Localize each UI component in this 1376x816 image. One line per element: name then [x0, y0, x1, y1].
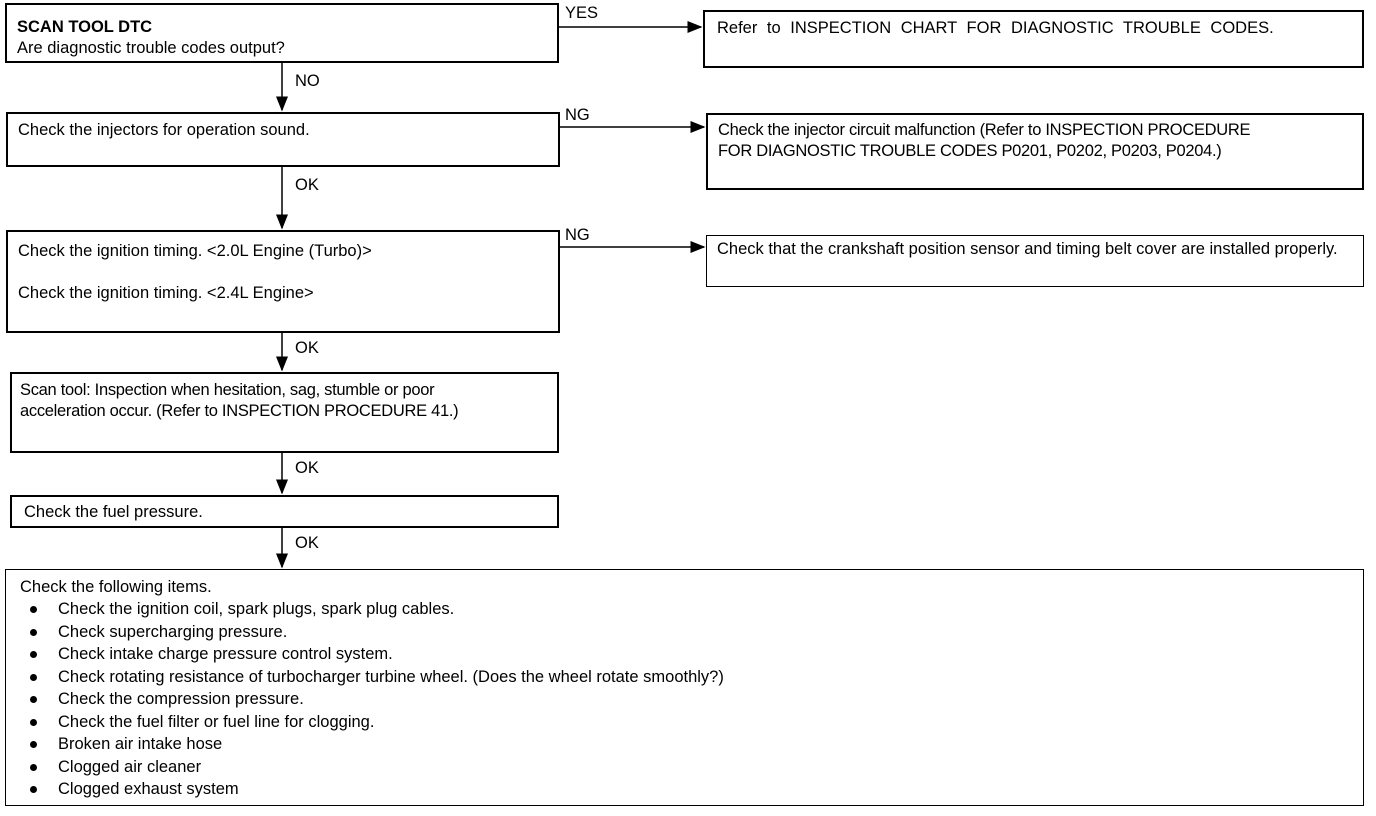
- final-check-list: [5, 569, 1364, 806]
- result-crankshaft-sensor: [706, 235, 1364, 287]
- label-ok: OK: [295, 459, 319, 477]
- result-text: Check that the crankshaft position sensor and timing belt cover are installed properly.: [717, 240, 1338, 258]
- label-ng: NG: [565, 226, 590, 244]
- step-scan-tool-inspection: [10, 372, 559, 453]
- label-yes: YES: [565, 4, 599, 22]
- label-ok: OK: [295, 339, 319, 357]
- step-text: Check the injectors for operation sound.: [18, 121, 310, 139]
- step-text: Check the ignition timing. <2.4L Engine>: [18, 284, 314, 302]
- check-item: Check intake charge pressure control system.: [20, 643, 1349, 666]
- step-scan-tool-dtc: [5, 3, 559, 63]
- label-ok: OK: [295, 534, 319, 552]
- result-injector-circuit: [706, 113, 1364, 190]
- step-ignition-timing: [6, 230, 560, 333]
- label-ok: OK: [295, 176, 319, 194]
- step-text: Are diagnostic trouble codes output?: [17, 39, 285, 57]
- label-ng: NG: [565, 106, 590, 124]
- step-fuel-pressure: [10, 495, 559, 528]
- step-text: Check the fuel pressure.: [24, 503, 203, 521]
- step-text: Check the ignition timing. <2.0L Engine (Turbo)>: [18, 242, 372, 260]
- result-text: Refer to INSPECTION CHART FOR DIAGNOSTIC TROUBLE CODES.: [717, 19, 1274, 37]
- final-heading: Check the following items.: [20, 578, 212, 596]
- check-item: Check the compression pressure.: [20, 688, 1349, 711]
- check-item: Check the fuel filter or fuel line for clogging.: [20, 711, 1349, 734]
- label-no: NO: [295, 72, 320, 90]
- result-text: Check the injector circuit malfunction (Refer to INSPECTION PROCEDURE FOR DIAGNOSTIC TROUBLE CODES P0201, P0202, P0203, P0204.): [718, 121, 1251, 160]
- step-title: SCAN TOOL DTC: [17, 18, 153, 36]
- check-item: Check rotating resistance of turbocharger turbine wheel. (Does the wheel rotate smoothly?): [20, 666, 1349, 689]
- step-injector-sound: [6, 112, 560, 167]
- check-item: Clogged air cleaner: [20, 756, 1349, 779]
- check-item: Check supercharging pressure.: [20, 621, 1349, 644]
- check-items: [20, 598, 1349, 801]
- step-text: Scan tool: Inspection when hesitation, sag, stumble or poor acceleration occur. (Refer to INSPECTION PROCEDURE 41.): [20, 381, 459, 420]
- check-item: Check the ignition coil, spark plugs, spark plug cables.: [20, 598, 1349, 621]
- check-item: Broken air intake hose: [20, 733, 1349, 756]
- check-item: Clogged exhaust system: [20, 778, 1349, 801]
- result-dtc-chart: [703, 10, 1364, 68]
